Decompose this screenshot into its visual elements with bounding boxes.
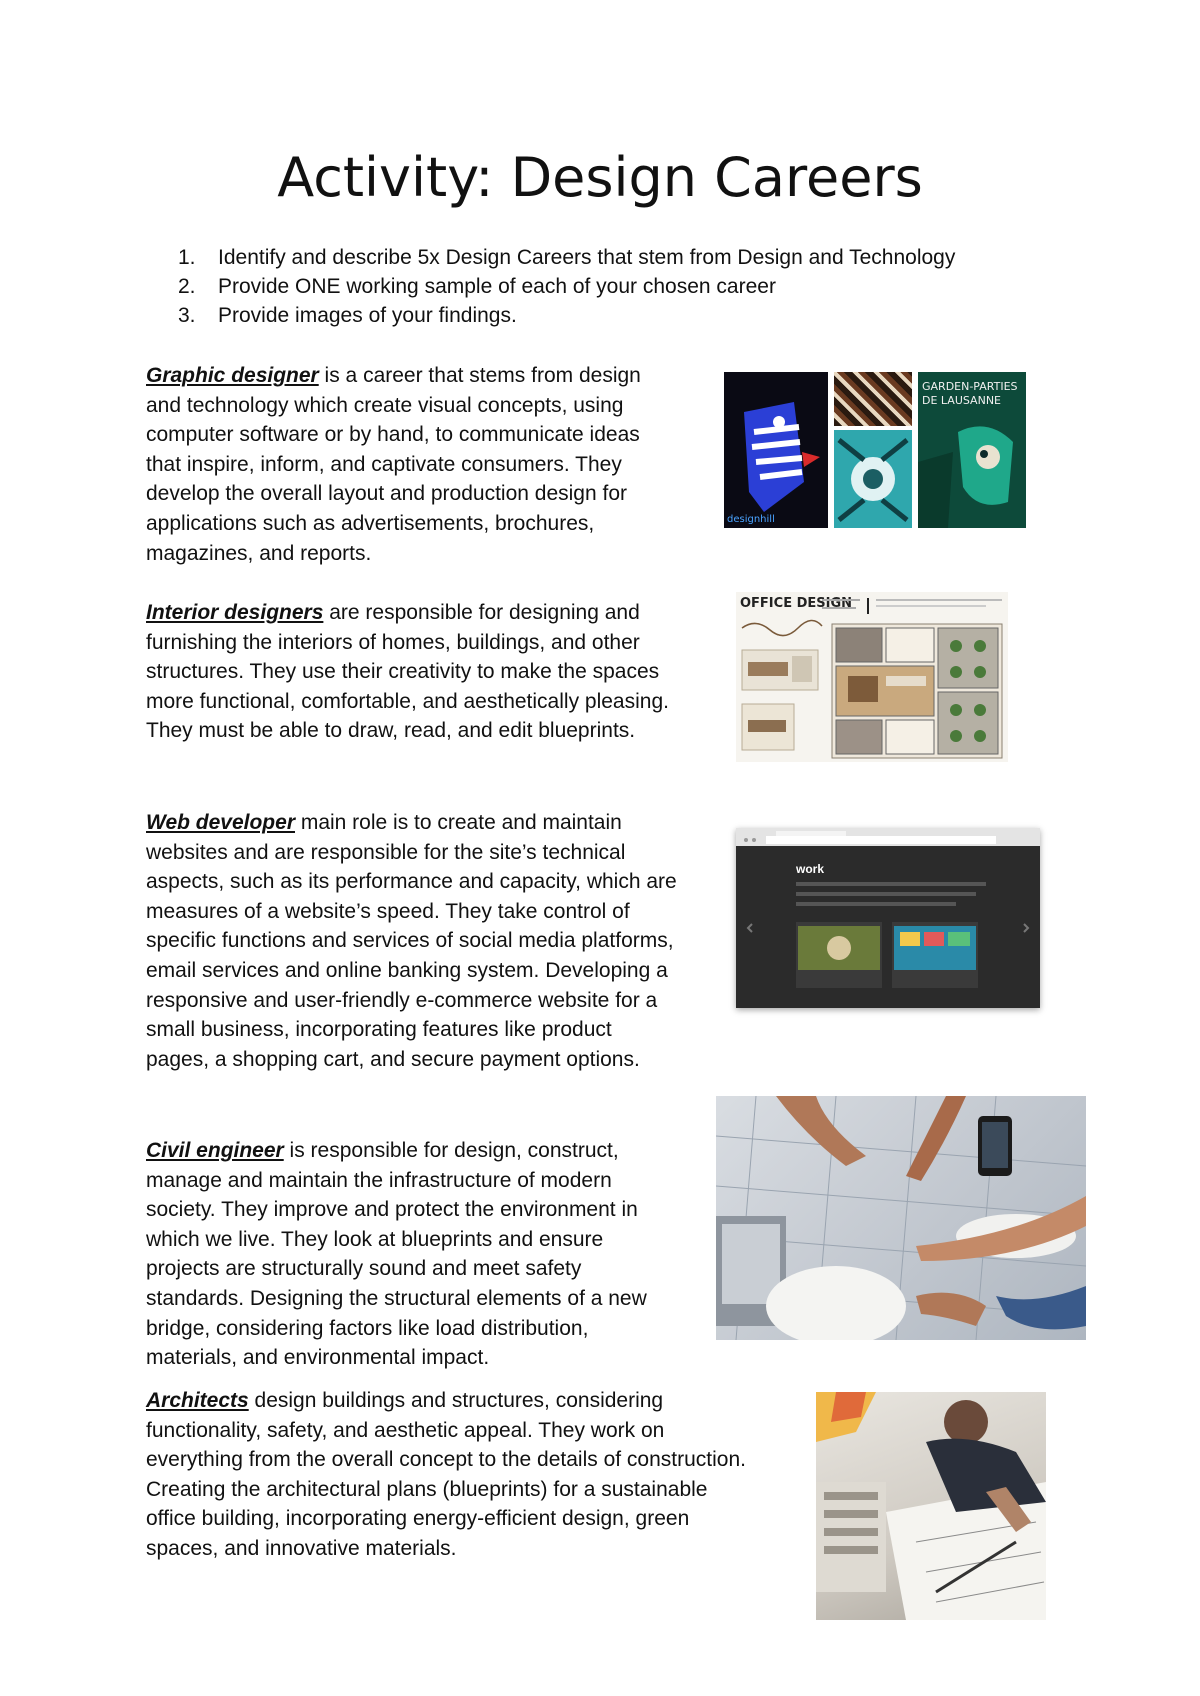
paragraph-line: is responsible for design, construct, xyxy=(283,1139,619,1162)
paragraph-line: pages, a shopping cart, and secure payment options. xyxy=(146,1047,640,1071)
poster-caption: designhill xyxy=(727,514,775,525)
architects-paragraph xyxy=(146,1386,746,1564)
paragraph-line: websites and are responsible for the site’s technical xyxy=(146,840,626,864)
paragraph-line: responsive and user-friendly e-commerce website for a xyxy=(146,988,658,1012)
poster-face xyxy=(724,372,828,528)
paragraph-line: projects are structurally sound and meet safety xyxy=(146,1257,582,1281)
paragraph-line: structures. They use their creativity to make the spaces xyxy=(146,660,660,684)
paragraph-line: bridge, considering factors like load distribution, xyxy=(146,1316,589,1340)
teal-poster xyxy=(834,430,912,528)
web-developer-paragraph xyxy=(146,808,677,1074)
paragraph-line: is a career that stems from design xyxy=(318,364,641,387)
civil-engineering-photo xyxy=(716,1096,1086,1340)
task-item xyxy=(178,301,955,330)
paragraph-line: email services and online banking system. Developing a xyxy=(146,958,668,982)
paragraph-line: aspects, such as its performance and capacity, which are xyxy=(146,870,677,894)
civil-engineer-paragraph xyxy=(146,1136,647,1373)
paragraph-line: more functional, comfortable, and aesthetically pleasing. xyxy=(146,689,669,713)
career-term: Graphic designer xyxy=(146,364,319,387)
paragraph-line: specific functions and services of social media platforms, xyxy=(146,929,674,953)
lausanne-poster xyxy=(918,372,1026,528)
paragraph-line: manage and maintain the infrastructure of modern xyxy=(146,1168,612,1192)
paragraph-line: magazines, and reports. xyxy=(146,541,372,565)
poster-title: GARDEN-PARTIES xyxy=(922,380,1018,393)
paragraph-line: furnishing the interiors of homes, buildings, and other xyxy=(146,630,640,654)
page-title: Activity: Design Careers xyxy=(277,146,923,209)
paragraph-line: and technology which create visual concepts, using xyxy=(146,393,624,417)
task-number: 1. xyxy=(178,246,196,269)
interior-design-image xyxy=(736,592,1008,762)
career-term: Web developer xyxy=(146,811,295,834)
paragraph-line: functionality, safety, and aesthetic appeal. They work on xyxy=(146,1418,665,1442)
paragraph-line: which we live. They look at blueprints and ensure xyxy=(146,1227,604,1251)
paragraph-line: spaces, and innovative materials. xyxy=(146,1536,457,1560)
paragraph-line: Creating the architectural plans (blueprints) for a sustainable xyxy=(146,1477,708,1501)
paragraph-line: are responsible for designing and xyxy=(323,601,640,624)
board-title: OFFICE DESIGN xyxy=(740,596,853,611)
paragraph-line: office building, incorporating energy-efficient design, green xyxy=(146,1507,690,1531)
paragraph-line: materials, and environmental impact. xyxy=(146,1346,490,1370)
site-logo-text: work xyxy=(796,862,825,876)
task-number: 2. xyxy=(178,275,196,298)
career-term: Civil engineer xyxy=(146,1139,284,1162)
paragraph-line: applications such as advertisements, brochures, xyxy=(146,511,595,535)
task-text: Identify and describe 5x Design Careers that stem from Design and Technology xyxy=(218,246,956,269)
paragraph-line: develop the overall layout and production design for xyxy=(146,482,627,506)
graphic-designer-paragraph xyxy=(146,361,641,568)
paragraph-line: design buildings and structures, considering xyxy=(248,1389,664,1412)
graphic-design-image xyxy=(724,372,1026,528)
paragraph-line: small business, incorporating features like product xyxy=(146,1018,612,1042)
paragraph-line: main role is to create and maintain xyxy=(295,811,622,834)
paragraph-line: everything from the overall concept to the details of construction. xyxy=(146,1448,746,1472)
paragraph-line: measures of a website’s speed. They take control of xyxy=(146,899,630,923)
paragraph-line: society. They improve and protect the environment in xyxy=(146,1198,638,1222)
interior-designers-paragraph xyxy=(146,598,669,746)
career-term: Architects xyxy=(146,1389,249,1412)
task-item xyxy=(178,272,955,301)
paragraph-line: that inspire, inform, and captivate consumers. They xyxy=(146,452,622,476)
paragraph-line: computer software or by hand, to communicate ideas xyxy=(146,423,640,447)
career-term: Interior designers xyxy=(146,601,324,624)
task-text: Provide images of your findings. xyxy=(218,304,517,327)
task-text: Provide ONE working sample of each of your chosen career xyxy=(218,275,776,298)
architect-photo xyxy=(816,1392,1046,1620)
task-list xyxy=(178,243,955,330)
task-number: 3. xyxy=(178,304,196,327)
website-screenshot-image xyxy=(736,828,1040,1008)
paragraph-line: standards. Designing the structural elements of a new xyxy=(146,1286,647,1310)
pattern-poster xyxy=(834,372,912,426)
poster-subtitle: DE LAUSANNE xyxy=(922,394,1001,407)
paragraph-line: They must be able to draw, read, and edit blueprints. xyxy=(146,719,636,743)
task-item xyxy=(178,243,955,272)
